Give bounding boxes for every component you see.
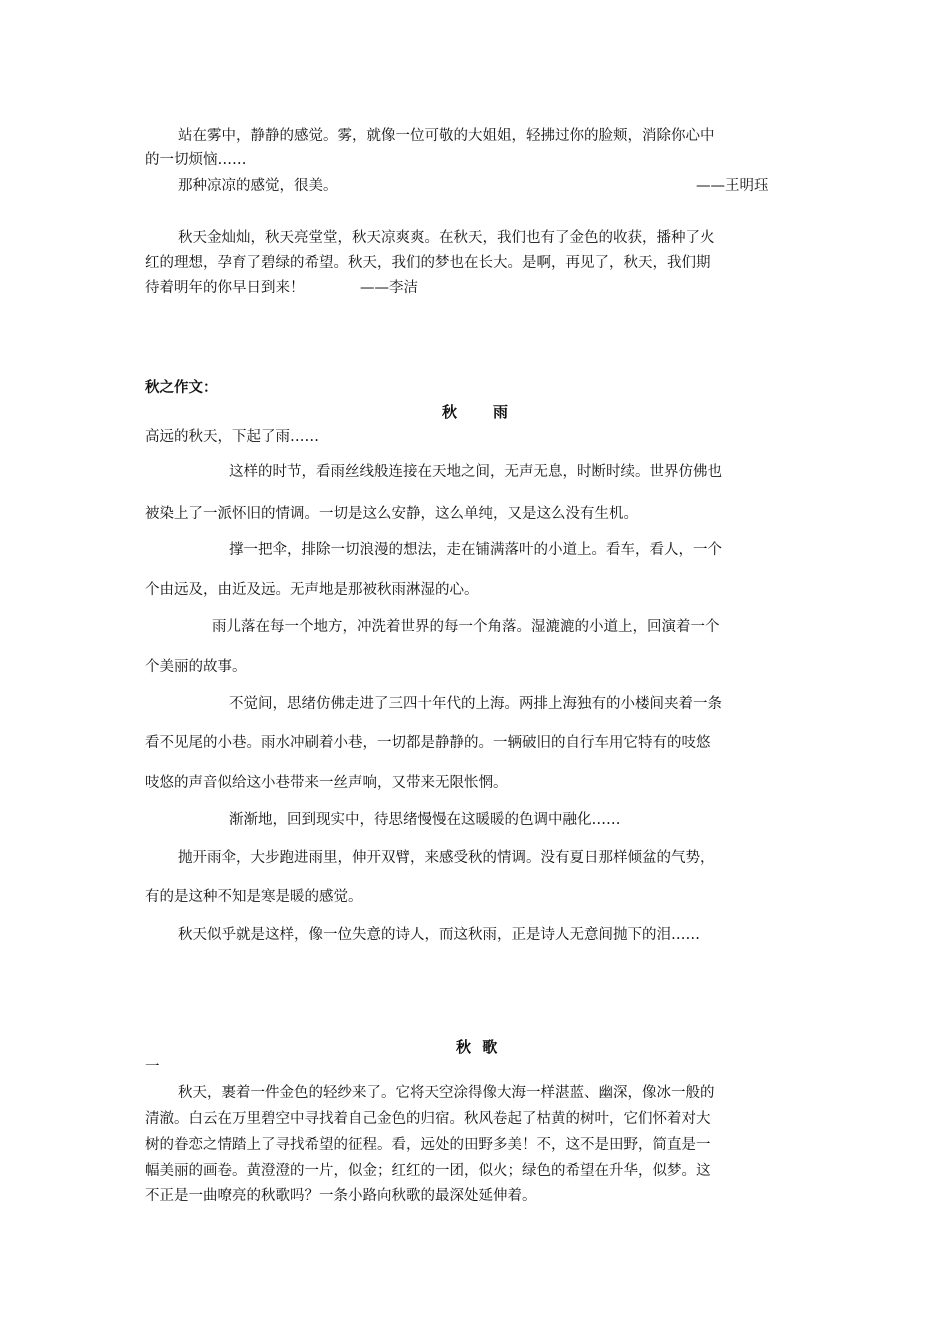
rain-p1b: 被染上了一派怀旧的情调。一切是这么安静，这么单纯，又是这么没有生机。 [145, 506, 638, 522]
gold-author: ——李洁 [360, 280, 418, 296]
song-line-2: 清澈。白云在万里碧空中寻找着自己金色的归宿。秋风卷起了枯黄的树叶，它们怀着对大 [145, 1111, 711, 1127]
gold-line-3: 待着明年的你早日到来！ [145, 280, 305, 296]
song-title: 秋 歌 [456, 1038, 501, 1056]
rain-title-a: 秋 [442, 403, 458, 421]
gold-line-2: 红的理想，孕育了碧绿的希望。秋天，我们的梦也在长大。是啊，再见了，秋天，我们期 [145, 255, 711, 271]
rain-p5: 渐渐地，回到现实中，待思绪慢慢在这暖暖的色调中融化…… [229, 812, 621, 828]
rain-p2b: 个由远及，由近及远。无声地是那被秋雨淋湿的心。 [145, 582, 479, 598]
rain-p6a: 抛开雨伞，大步跑进雨里，伸开双臂，来感受秋的情调。没有夏日那样倾盆的气势， [178, 850, 715, 866]
rain-p4a: 不觉间，思绪仿佛走进了三四十年代的上海。两排上海独有的小楼间夹着一条 [229, 696, 722, 712]
rain-p4c: 吱悠的声音似给这小巷带来一丝声响，又带来无限怅惘。 [145, 775, 508, 791]
rain-p6b: 有的是这种不知是寒是暖的感觉。 [145, 889, 363, 905]
fog-line-3: 那种凉凉的感觉，很美。 [178, 178, 338, 194]
fog-line-2: 的一切烦恼…… [145, 152, 247, 168]
gold-line-1: 秋天金灿灿，秋天亮堂堂，秋天凉爽爽。在秋天，我们也有了金色的收获，播种了火 [178, 230, 715, 246]
song-line-4: 幅美丽的画卷。黄澄澄的一片，似金；红红的一团，似火；绿色的希望在升华，似梦。这 [145, 1163, 711, 1179]
rain-p3b: 个美丽的故事。 [145, 659, 247, 675]
song-line-3: 树的眷恋之情踏上了寻找希望的征程。看，远处的田野多美！不，这不是田野，简直是一 [145, 1137, 711, 1153]
rain-p1a: 这样的时节，看雨丝线般连接在天地之间，无声无息，时断时续。世界仿佛也 [229, 464, 722, 480]
song-line-1: 秋天，裹着一件金色的轻纱来了。它将天空涂得像大海一样湛蓝、幽深，像冰一般的 [178, 1085, 715, 1101]
essay-heading: 秋之作文： [145, 380, 218, 396]
rain-p4b: 看不见尾的小巷。雨水冲刷着小巷，一切都是静静的。一辆破旧的自行车用它特有的吱悠 [145, 735, 711, 751]
fog-line-1: 站在雾中，静静的感觉。雾，就像一位可敬的大姐姐，轻拂过你的脸颊，消除你心中 [178, 128, 715, 144]
rain-p0: 高远的秋天，下起了雨…… [145, 429, 319, 445]
rain-p3a: 雨儿落在每一个地方，冲洗着世界的每一个角落。湿漉漉的小道上，回演着一个 [212, 619, 720, 635]
rain-title-b: 雨 [493, 403, 509, 421]
fog-author: ——王明珏 [696, 178, 769, 194]
rain-p7: 秋天似乎就是这样，像一位失意的诗人，而这秋雨，正是诗人无意间抛下的泪…… [178, 927, 700, 943]
song-section-number: 一 [145, 1059, 160, 1075]
song-line-5: 不正是一曲嘹亮的秋歌吗？一条小路向秋歌的最深处延伸着。 [145, 1188, 537, 1204]
rain-p2a: 撑一把伞，排除一切浪漫的想法，走在铺满落叶的小道上。看车，看人，一个 [229, 542, 722, 558]
